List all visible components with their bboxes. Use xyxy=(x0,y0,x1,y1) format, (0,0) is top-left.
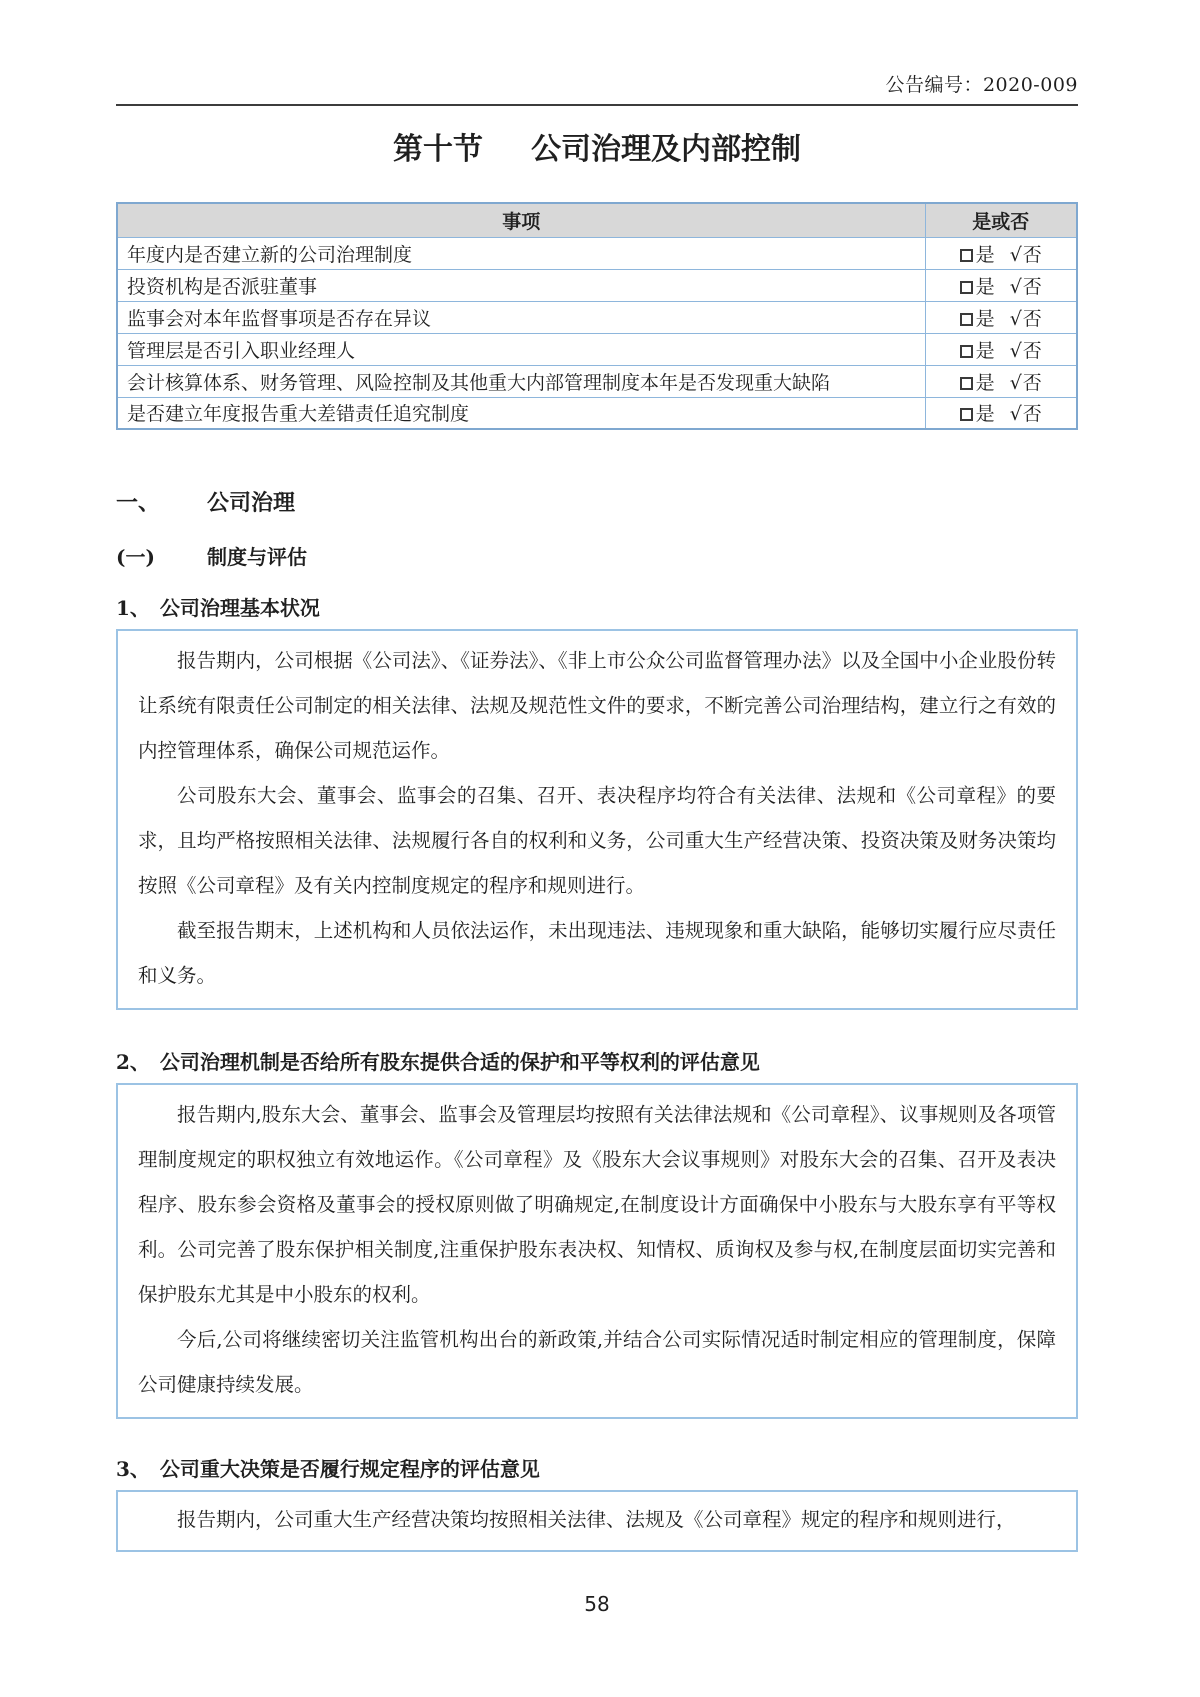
checkmark-icon: √ xyxy=(1009,275,1022,298)
item-number: 2、 xyxy=(116,1050,150,1074)
major-decisions-box xyxy=(116,1490,1078,1552)
answer-cell xyxy=(925,301,1077,333)
checkmark-icon: √ xyxy=(1009,243,1022,266)
answer-cell xyxy=(925,269,1077,301)
table-row xyxy=(117,397,1077,429)
table-row xyxy=(117,333,1077,365)
yes-label: 是 xyxy=(975,371,995,394)
yes-label: 是 xyxy=(975,339,995,362)
item-heading-shareholder-protection xyxy=(116,1046,1078,1075)
section-number: 一、 xyxy=(116,490,161,516)
no-label: 否 xyxy=(1022,275,1042,298)
yes-label: 是 xyxy=(975,403,995,426)
yes-label: 是 xyxy=(975,243,995,266)
answer-cell xyxy=(925,397,1077,429)
item-title: 公司治理基本状况 xyxy=(159,596,320,620)
title-section-text: 公司治理及内部控制 xyxy=(531,132,801,167)
column-header-item: 事项 xyxy=(117,203,925,237)
item-text: 管理层是否引入职业经理人 xyxy=(117,333,925,365)
item-text: 监事会对本年监督事项是否存在异议 xyxy=(117,301,925,333)
table-row xyxy=(117,269,1077,301)
checkbox-unchecked-icon xyxy=(960,313,973,326)
no-label: 否 xyxy=(1022,243,1042,266)
no-label: 否 xyxy=(1022,339,1042,362)
table-header-row xyxy=(117,203,1077,237)
checkmark-icon: √ xyxy=(1009,371,1022,394)
paragraph: 公司股东大会、董事会、监事会的召集、召开、表决程序均符合有关法律、法规和《公司章程》的要求，且均严格按照相关法律、法规履行各自的权利和义务，公司重大生产经营决策、投资决策及财务决策均按照《公司章程》及有关内控制度规定的程序和规则进行。 xyxy=(138,784,1056,897)
item-text: 是否建立年度报告重大差错责任追究制度 xyxy=(117,397,925,429)
yes-label: 是 xyxy=(975,307,995,330)
answer-cell xyxy=(925,333,1077,365)
section-heading-governance xyxy=(116,486,1078,517)
item-title: 公司重大决策是否履行规定程序的评估意见 xyxy=(159,1457,540,1481)
item-text: 会计核算体系、财务管理、风险控制及其他重大内部管理制度本年是否发现重大缺陷 xyxy=(117,365,925,397)
checkbox-unchecked-icon xyxy=(960,249,973,262)
subsection-number: (一) xyxy=(116,545,155,569)
no-label: 否 xyxy=(1022,307,1042,330)
table-row xyxy=(117,237,1077,269)
title-section-number: 第十节 xyxy=(393,132,483,167)
checkbox-unchecked-icon xyxy=(960,281,973,294)
item-heading-major-decisions xyxy=(116,1453,1078,1482)
governance-checklist-table xyxy=(116,202,1078,430)
item-title: 公司治理机制是否给所有股东提供合适的保护和平等权利的评估意见 xyxy=(159,1050,760,1074)
section-title: 公司治理 xyxy=(207,490,296,516)
item-number: 1、 xyxy=(116,596,150,620)
checkbox-unchecked-icon xyxy=(960,345,973,358)
yes-label: 是 xyxy=(975,275,995,298)
paragraph: 今后,公司将继续密切关注监管机构出台的新政策,并结合公司实际情况适时制定相应的管理制度，保障公司健康持续发展。 xyxy=(138,1328,1056,1396)
item-text: 投资机构是否派驻董事 xyxy=(117,269,925,301)
answer-cell xyxy=(925,237,1077,269)
table-row xyxy=(117,365,1077,397)
checkbox-unchecked-icon xyxy=(960,408,973,421)
doc-number: 公告编号：2020-009 xyxy=(116,70,1078,106)
page-title xyxy=(116,132,1078,168)
subsection-title: 制度与评估 xyxy=(207,545,307,569)
item-text: 年度内是否建立新的公司治理制度 xyxy=(117,237,925,269)
no-label: 否 xyxy=(1022,371,1042,394)
checkmark-icon: √ xyxy=(1009,403,1022,426)
column-header-answer: 是或否 xyxy=(925,203,1077,237)
checkbox-unchecked-icon xyxy=(960,377,973,390)
answer-cell xyxy=(925,365,1077,397)
paragraph: 报告期内,股东大会、董事会、监事会及管理层均按照有关法律法规和《公司章程》、议事规则及各项管理制度规定的职权独立有效地运作。《公司章程》及《股东大会议事规则》对股东大会的召集、召开及表决程序、股东参会资格及董事会的授权原则做了明确规定,在制度设计方面确保中小股东与大股东享有平等权利。公司完善了股东保护相关制度,注重保护股东表决权、知情权、质询权及参与权,在制度层面切实完善和保护股东尤其是中小股东的权利。 xyxy=(138,1103,1056,1306)
checkmark-icon: √ xyxy=(1009,307,1022,330)
checkmark-icon: √ xyxy=(1009,339,1022,362)
governance-status-box xyxy=(116,629,1078,1010)
no-label: 否 xyxy=(1022,403,1042,426)
table-row xyxy=(117,301,1077,333)
item-number: 3、 xyxy=(116,1457,150,1481)
page-number: 58 xyxy=(584,1592,610,1616)
paragraph: 报告期内，公司根据《公司法》、《证券法》、《非上市公众公司监督管理办法》以及全国中小企业股份转让系统有限责任公司制定的相关法律、法规及规范性文件的要求，不断完善公司治理结构，建立行之有效的内控管理体系，确保公司规范运作。 xyxy=(138,649,1056,762)
shareholder-protection-box xyxy=(116,1083,1078,1419)
paragraph: 截至报告期末，上述机构和人员依法运作，未出现违法、违规现象和重大缺陷，能够切实履行应尽责任和义务。 xyxy=(138,919,1056,987)
paragraph: 报告期内，公司重大生产经营决策均按照相关法律、法规及《公司章程》规定的程序和规则进行， xyxy=(177,1508,1016,1531)
item-heading-governance-status xyxy=(116,592,1078,621)
subsection-heading-system-evaluation xyxy=(116,541,1078,570)
